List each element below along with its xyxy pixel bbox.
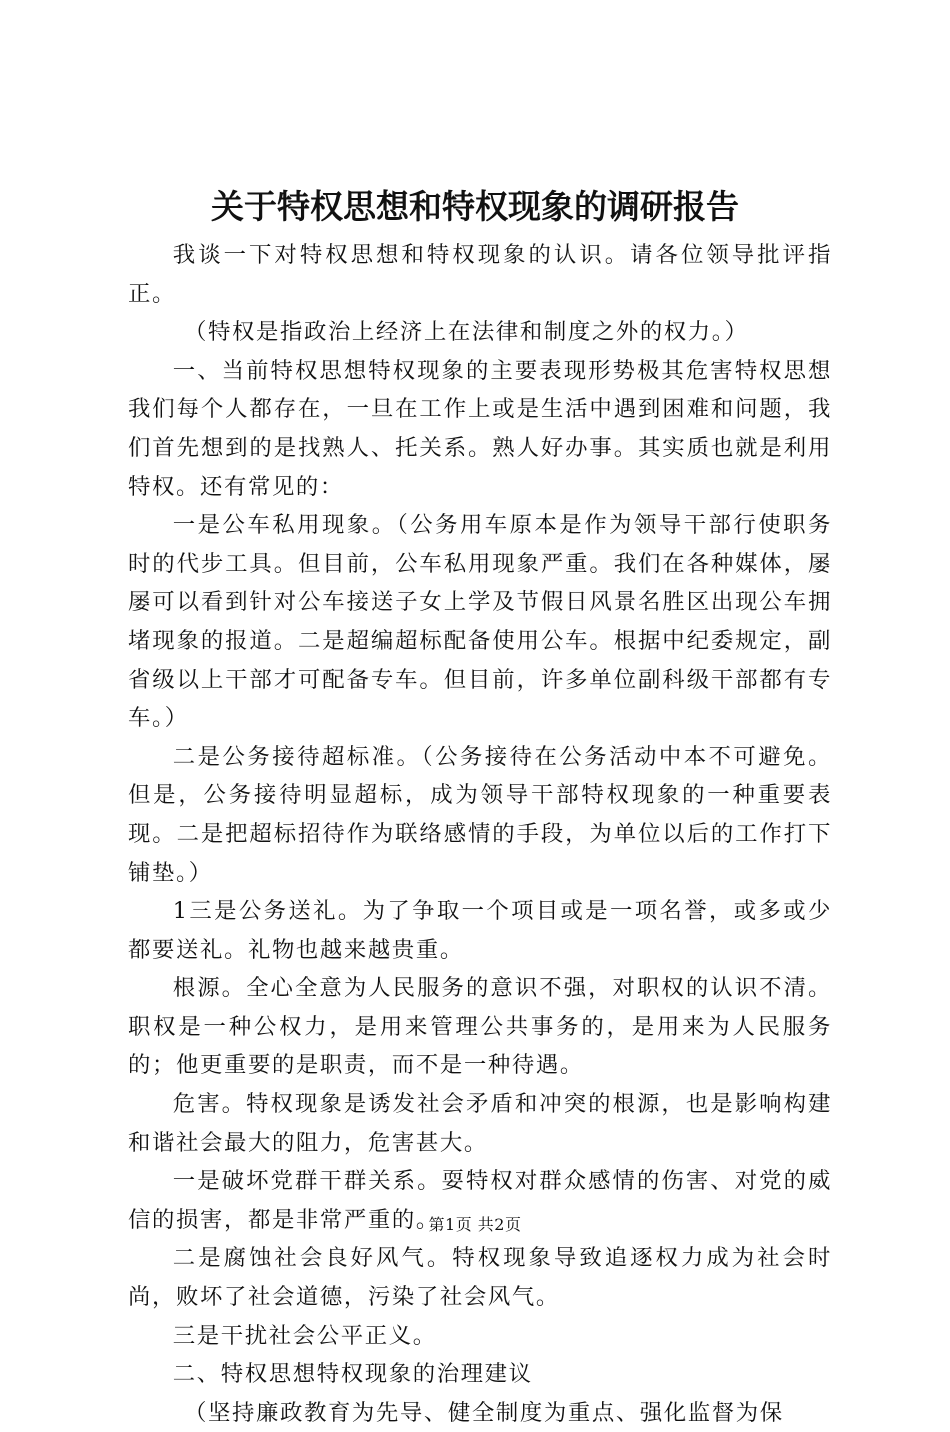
document-title: 关于特权思想和特权现象的调研报告 — [211, 187, 739, 226]
paragraph: （坚持廉政教育为先导、健全制度为重点、强化监督为保 — [184, 1399, 784, 1426]
page-footer: 第1页 共2页 — [428, 1215, 522, 1234]
paragraph: 我谈一下对特权思想和特权现象的认识。请各位领导批评指正。 — [128, 242, 832, 307]
paragraph: 一是破坏党群干群关系。耍特权对群众感情的伤害、对党的威信的损害，都是非常严重的。 — [128, 1168, 832, 1233]
paragraph: （特权是指政治上经济上在法律和制度之外的权力。） — [184, 319, 749, 346]
paragraph: 二是公务接待超标准。（公务接待在公务活动中本不可避免。但是，公务接待明显超标，成为领导干部特权现象的一种重要表现。二是把超标招待作为联络感情的手段，为单位以后的工作打下铺垫。） — [128, 743, 832, 886]
paragraph: 一、当前特权思想特权现象的主要表现形势极其危害特权思想我们每个人都存在，一旦在工作上或是生活中遇到困难和问题，我们首先想到的是找熟人、托关系。熟人好办事。其实质也就是利用特权。还有常见的： — [128, 357, 832, 500]
section-heading: 二、特权思想特权现象的治理建议 — [172, 1361, 533, 1388]
paragraph: 危害。特权现象是诱发社会矛盾和冲突的根源，也是影响构建和谐社会最大的阻力，危害甚大。 — [128, 1091, 832, 1156]
paragraph: 1三是公务送礼。为了争取一个项目或是一项名誉，或多或少都要送礼。礼物也越来越贵重。 — [128, 898, 832, 963]
paragraph: 二是腐蚀社会良好风气。特权现象导致追逐权力成为社会时尚，败坏了社会道德，污染了社会风气。 — [128, 1245, 832, 1311]
paragraph: 一是公车私用现象。（公务用车原本是作为领导干部行使职务时的代步工具。但目前，公车私用现象严重。我们在各种媒体，屡屡可以看到针对公车接送子女上学及节假日风景名胜区出现公车拥堵现象的报道。二是超编超标配备使用公车。根据中纪委规定，副省级以上干部才可配备专车。但目前，许多单位副科级干部都有专车。） — [128, 512, 832, 732]
document-body — [128, 236, 832, 1432]
paragraph: 三是干扰社会公平正义。 — [172, 1322, 437, 1349]
paragraph: 根源。全心全意为人民服务的意识不强，对职权的认识不清。职权是一种公权力，是用来管理公共事务的，是用来为人民服务的；他更重要的是职责，而不是一种待遇。 — [128, 975, 832, 1079]
